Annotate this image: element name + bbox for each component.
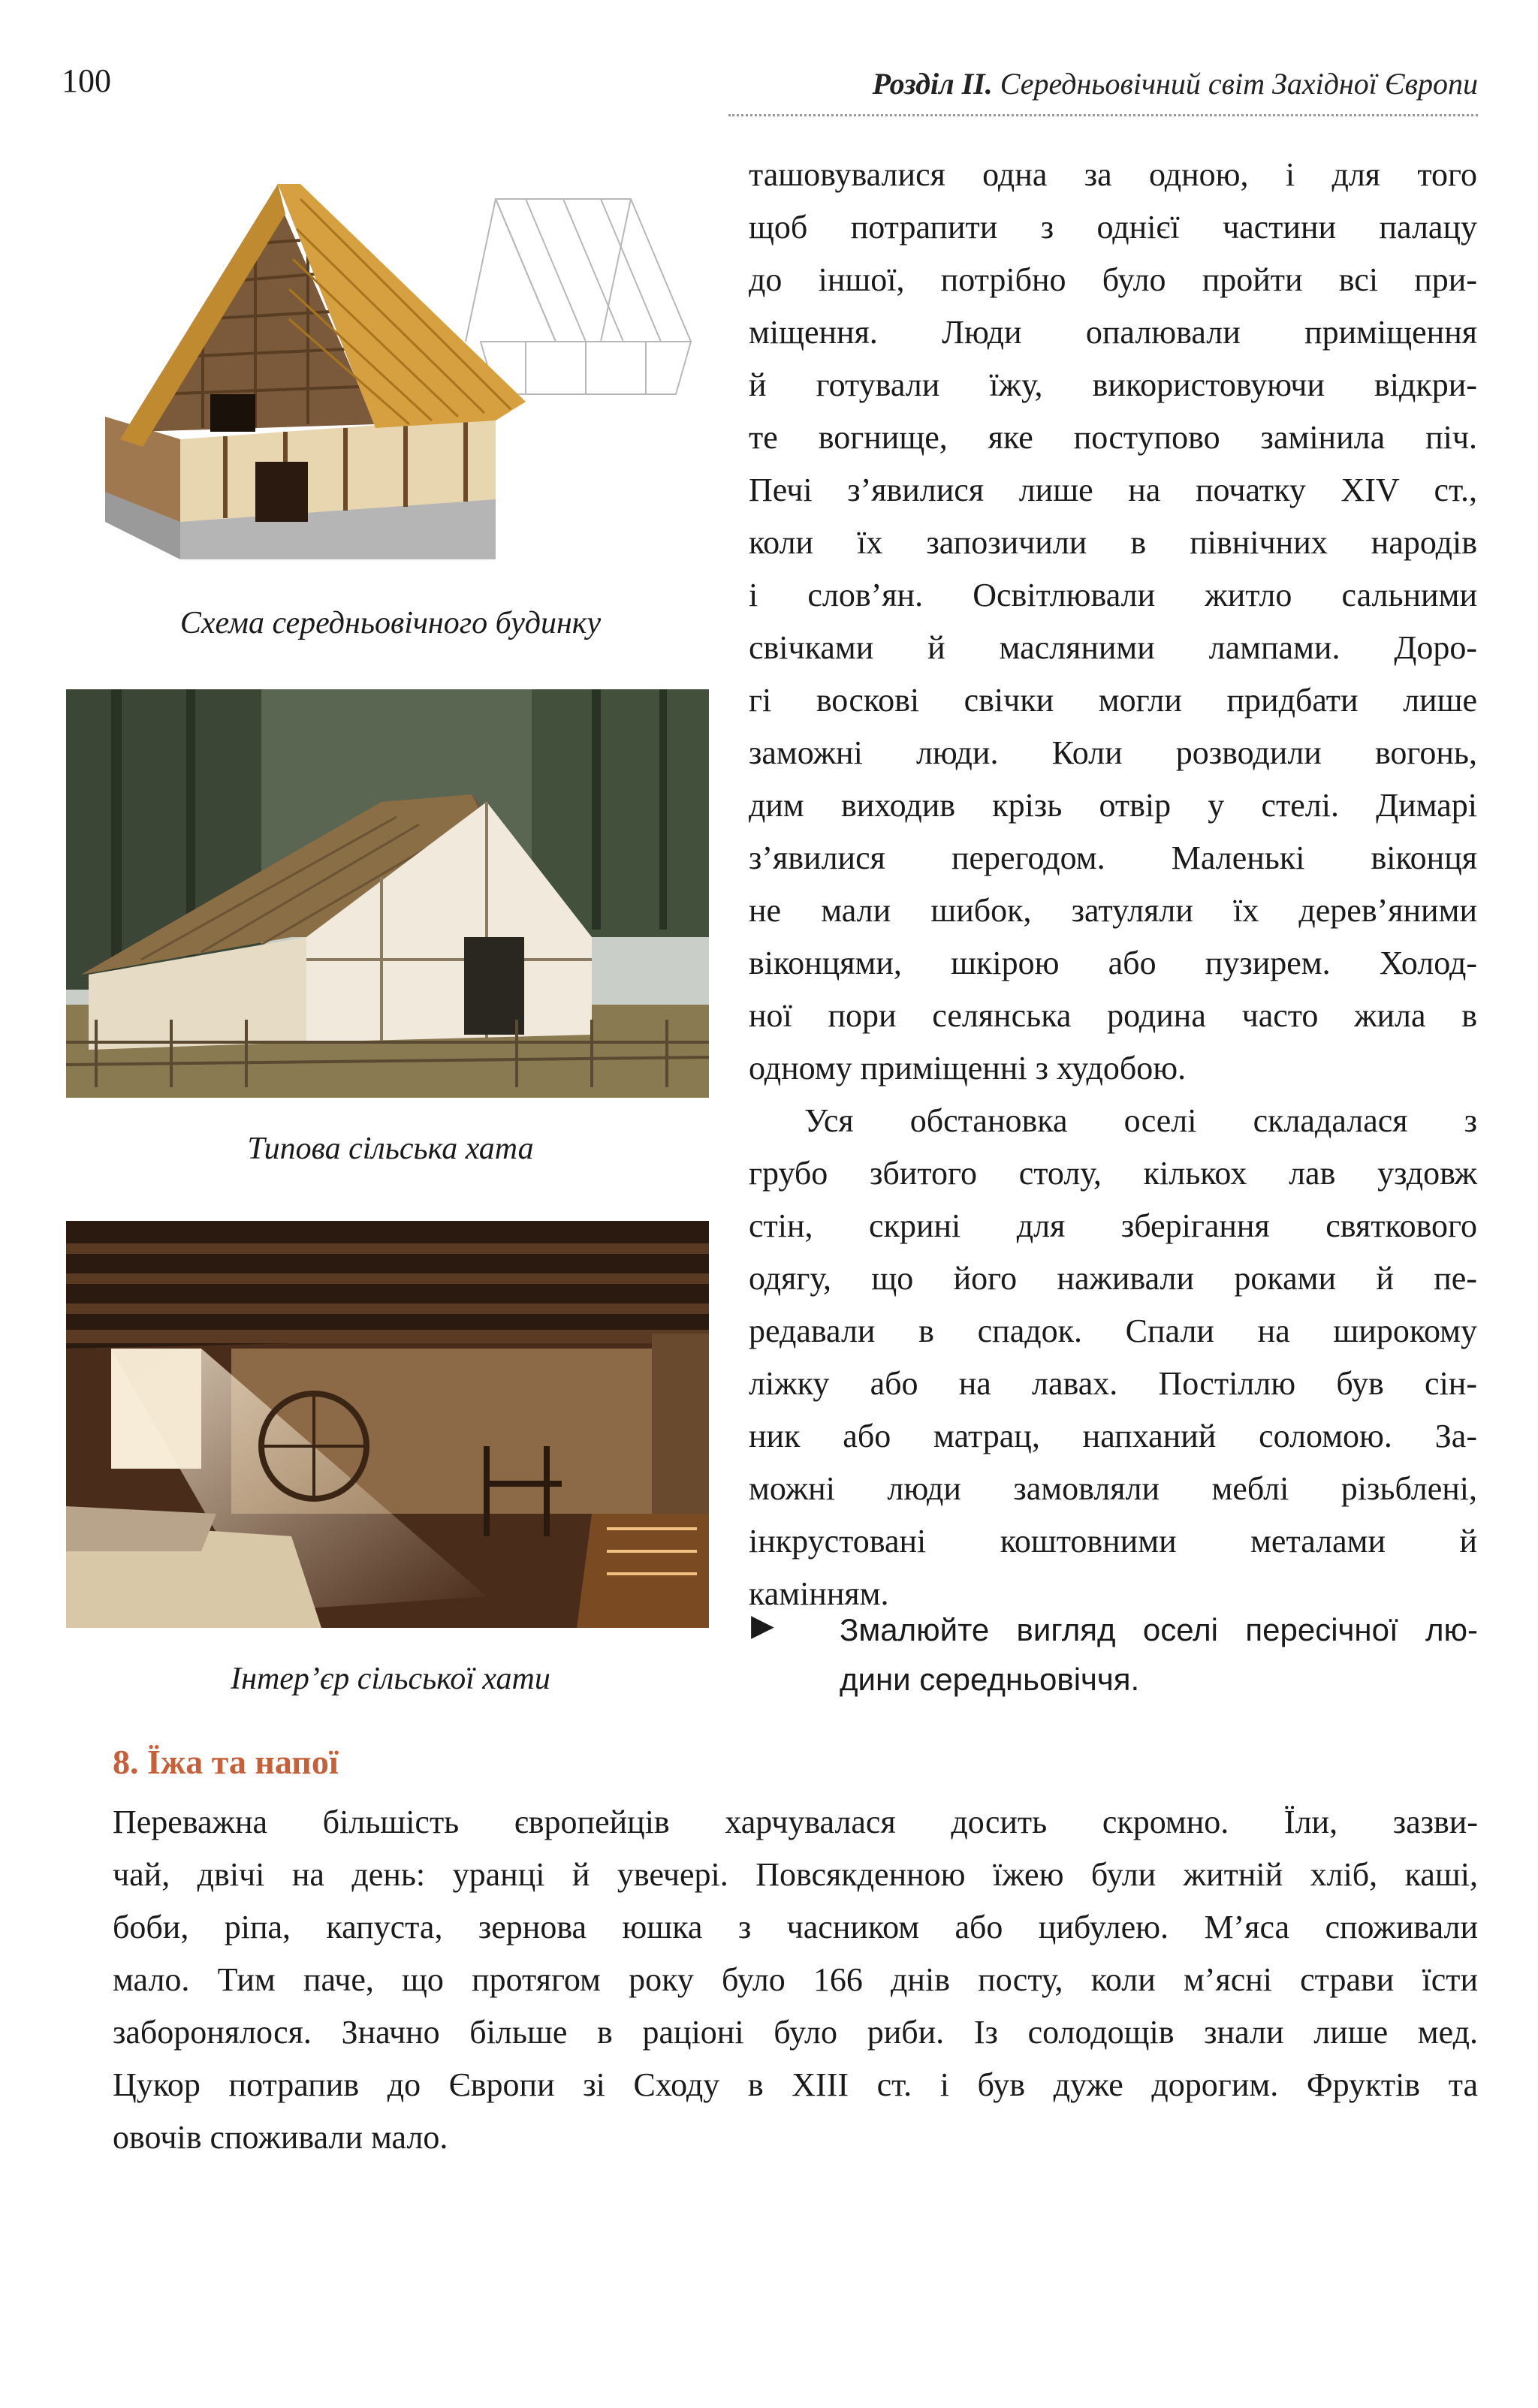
text-line: щоб потрапити з однієї частини палацу — [749, 209, 1477, 246]
text-line: ної пори селянська родина часто жила в — [749, 997, 1477, 1034]
text-line: мало. Тим паче, що протягом року було 166 днів посту, коли м’ясні страви їсти — [113, 1961, 1478, 1998]
text-line: грубо збитого столу, кількох лав уздовж — [749, 1155, 1477, 1192]
medieval-house-scheme-image — [75, 169, 706, 593]
text-line: камінням. — [749, 1575, 889, 1612]
task-line: дини середньовіччя. — [840, 1662, 1140, 1697]
text-line: гі воскові свічки могли придбати лише — [749, 682, 1477, 719]
text-line: до іншої, потрібно було пройти всі при- — [749, 261, 1477, 298]
text-line: заборонялося. Значно більше в раціоні було риби. Із солодощів знали лише мед. — [113, 2014, 1478, 2051]
caption-typical-rural-hut: Типова сільська хата — [247, 1132, 534, 1166]
text-line: коли їх запозичили в північних народів — [749, 524, 1477, 561]
header-divider — [728, 114, 1478, 116]
typical-rural-hut-photo — [66, 689, 709, 1098]
text-line: овочів споживали мало. — [113, 2119, 448, 2156]
text-line: дим виходив крізь отвір у стелі. Димарі — [749, 787, 1477, 824]
text-line: не мали шибок, затуляли їх дерев’яними — [749, 892, 1477, 929]
text-line: редавали в спадок. Спали на широкому — [749, 1312, 1477, 1349]
text-line: Уся обстановка оселі складалася з — [804, 1102, 1477, 1139]
running-header-section-label: Розділ ІІ. — [872, 67, 993, 101]
text-line: ташовувалися одна за одною, і для того — [749, 156, 1477, 193]
text-line: віконцями, шкірою або пузирем. Холод- — [749, 945, 1477, 981]
text-line: з’явилися перегодом. Маленькі віконця — [749, 839, 1477, 876]
text-line: Печі з’явилися лише на початку XIV ст., — [749, 472, 1477, 508]
text-line: інкрустовані коштовними металами й — [749, 1523, 1477, 1560]
task-line: Змалюйте вигляд оселі пересічної лю- — [840, 1612, 1478, 1647]
task-arrow-icon: ▶ — [751, 1609, 774, 1642]
text-line: ник або матрац, напханий соломою. За- — [749, 1418, 1477, 1454]
section-body-text — [113, 1796, 1478, 2164]
text-line: стін, скрині для зберігання святкового — [749, 1207, 1477, 1244]
page-number: 100 — [62, 62, 111, 99]
text-line: свічками й масляними лампами. Доро- — [749, 629, 1477, 666]
running-header-section-title: Середньовічний світ Західної Європи — [1000, 67, 1478, 101]
text-line: боби, ріпа, капуста, зернова юшка з часником або цибулею. М’яса споживали — [113, 1909, 1478, 1945]
text-line: одягу, що його наживали роками й пе- — [749, 1260, 1477, 1297]
text-line: Переважна більшість європейців харчувалася досить скромно. Їли, зазви- — [113, 1804, 1478, 1840]
text-line: і слов’ян. Освітлювали житло сальними — [749, 577, 1477, 613]
text-line: міщення. Люди опалювали приміщення — [749, 314, 1477, 351]
caption-medieval-house-scheme: Схема середньовічного будинку — [179, 606, 602, 640]
text-line: й готували їжу, використовуючи відкри- — [749, 366, 1477, 403]
text-line: чай, двічі на день: уранці й увечері. Повсякденною їжею були житній хліб, каші, — [113, 1856, 1478, 1893]
text-line: ліжку або на лавах. Постіллю був сін- — [749, 1365, 1477, 1402]
text-line: можні люди замовляли меблі різьблені, — [749, 1470, 1477, 1507]
text-line: одному приміщенні з худобою. — [749, 1050, 1187, 1086]
right-column-text — [749, 149, 1477, 1620]
running-header — [873, 66, 1478, 101]
text-line: те вогнище, яке поступово замінила піч. — [749, 419, 1477, 456]
task-text — [840, 1605, 1478, 1704]
text-line: заможні люди. Коли розводили вогонь, — [749, 734, 1477, 771]
text-line: Цукор потрапив до Європи зі Сходу в XIII ст. і був дуже дорогим. Фруктів та — [113, 2066, 1478, 2103]
rural-hut-interior-photo — [66, 1221, 709, 1628]
caption-rural-hut-interior: Інтер’єр сільської хати — [231, 1662, 550, 1696]
section-heading: 8. Їжа та напої — [113, 1743, 339, 1781]
